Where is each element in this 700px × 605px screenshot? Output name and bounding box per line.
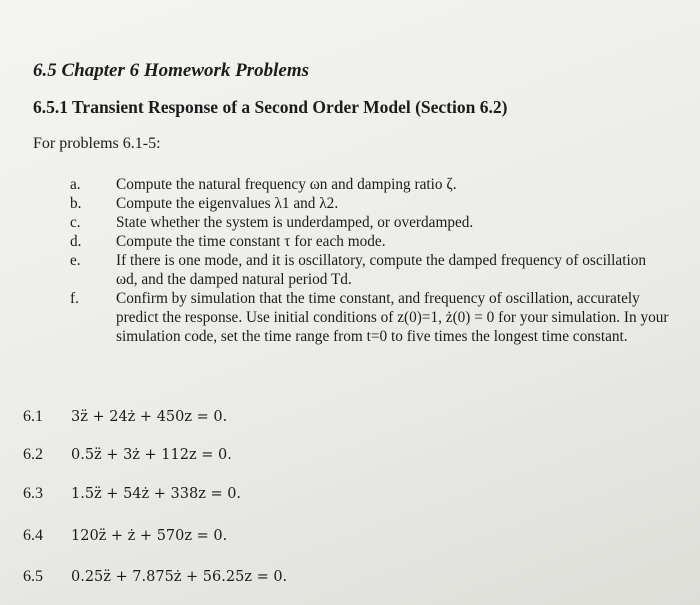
- task-item-c: [70, 213, 670, 232]
- task-letter: e.: [70, 252, 81, 269]
- problem-number: 6.3: [23, 485, 43, 502]
- problem-item: [23, 527, 227, 545]
- task-letter: c.: [70, 214, 81, 231]
- task-list: [70, 175, 670, 346]
- problems-intro: For problems 6.1-5:: [33, 135, 161, 152]
- task-text: Compute the natural frequency ωn and damping ratio ζ.: [116, 176, 457, 193]
- task-item-b: [70, 194, 670, 213]
- problem-item: [23, 446, 232, 464]
- task-item-e: [70, 251, 670, 289]
- task-text: If there is one mode, and it is oscillatory, compute the damped frequency of oscillation ωd, and the damped natural period Td.: [116, 252, 646, 288]
- problem-equation: 0.25z̈ + 7.875ż + 56.25z = 0.: [71, 569, 288, 585]
- problem-equation: 0.5z̈ + 3ż + 112z = 0.: [71, 447, 232, 463]
- problem-equation: 120z̈ + ż + 570z = 0.: [71, 528, 228, 544]
- problem-number: 6.1: [23, 408, 43, 425]
- problem-item: [23, 408, 227, 426]
- task-letter: f.: [70, 290, 79, 307]
- task-text: Compute the eigenvalues λ1 and λ2.: [116, 195, 339, 212]
- task-item-d: [70, 232, 670, 251]
- problem-item: [23, 485, 241, 503]
- task-text: Confirm by simulation that the time constant, and frequency of oscillation, accurately predict the response. Use initial conditions of z(0)=1, ż(0) = 0 for your simulation. In your simulation code, set the time range from t=0 to five times the longest time constant.: [116, 290, 669, 345]
- problem-equation: 3z̈ + 24ż + 450z = 0.: [71, 409, 228, 425]
- problem-number: 6.2: [23, 446, 43, 463]
- task-item-f: [70, 289, 670, 346]
- task-item-a: [70, 175, 670, 194]
- problem-item: [23, 568, 287, 586]
- task-letter: d.: [70, 233, 82, 250]
- problem-equation: 1.5z̈ + 54ż + 338z = 0.: [71, 486, 242, 502]
- task-letter: b.: [70, 195, 82, 212]
- task-text: State whether the system is underdamped, or overdamped.: [116, 214, 474, 231]
- problem-number: 6.4: [23, 527, 43, 544]
- task-text: Compute the time constant τ for each mode.: [116, 233, 386, 250]
- problem-number: 6.5: [23, 568, 43, 585]
- task-letter: a.: [70, 176, 81, 193]
- chapter-title: 6.5 Chapter 6 Homework Problems: [33, 60, 310, 81]
- section-title: 6.5.1 Transient Response of a Second Order Model (Section 6.2): [33, 97, 508, 117]
